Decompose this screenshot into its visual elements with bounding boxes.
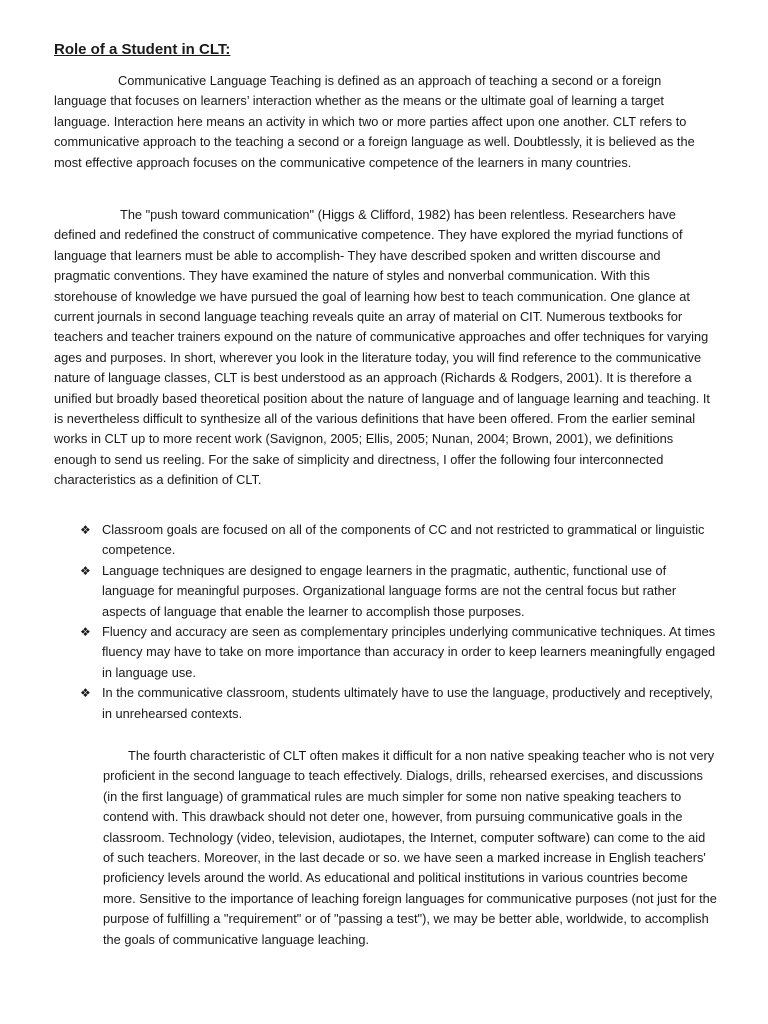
diamond-bullet-icon: ❖ xyxy=(80,523,91,537)
paragraph-push-toward-communication: The "push toward communication" (Higgs & Clifford, 1982) has been relentless. Researchers have defined and redefined the construct of communicative competence. They have explored the myriad functions of language that learners must be able to accomplish- They have described spoken and written discourse and pragmatic conventions. They have examined the nature of styles and nonverbal communication. With this storehouse of knowledge we have pursued the goal of learning how best to teach communication. One glance at current journals in second language teaching reveals quite an array of material on CIT. Numerous textbooks for teachers and teacher trainers expound on the nature of communicative approaches and offer techniques for varying ages and purposes. In short, wherever you look in the literature today, you will find reference to the communicative nature of language classes, CLT is best understood as an approach (Richards & Rodgers, 2001). It is therefore a unified but broadly based theoretical position about the nature of language and of language learning and teaching. It is nevertheless difficult to synthesize all of the various definitions that have been offered. From the earlier seminal works in CLT up to more recent work (Savignon, 2005; Ellis, 2005; Nunan, 2004; Brown, 2001), we definitions enough to send us reeling. For the sake of simplicity and directness, I offer the following four interconnected characteristics as a definition of CLT. xyxy=(54,207,710,488)
paragraph-fourth-characteristic: The fourth characteristic of CLT often makes it difficult for a non native speaking teacher who is not very proficient in the second language to teach effectively. Dialogs, drills, rehearsed exercises, and discussions (in the first language) of grammatical rules are much simpler for some non native speaking teachers to contend with. This drawback should not deter one, however, from pursuing communicative goals in the classroom. Technology (video, television, audiotapes, the Internet, computer software) can come to the aid of such teachers. Moreover, in the last decade or so. we have seen a marked increase in English teachers' proficiency levels around the world. As educational and political institutions in various countries become more. Sensitive to the importance of leaching foreign languages for communicative purposes (not just for the purpose of fulfilling a "requirement" or of "passing a test"), we may be better able, worldwide, to accomplish the goals of communicative language leaching. xyxy=(103,748,717,947)
list-item xyxy=(80,622,720,683)
list-item-text: Language techniques are designed to engage learners in the pragmatic, authentic, functional use of language for meaningful purposes. Organizational language forms are not the central focus but rather aspects of language that enable the learner to accomplish those purposes. xyxy=(102,562,677,619)
list-item-text: Classroom goals are focused on all of the components of CC and not restricted to grammatical or linguistic competence. xyxy=(102,522,705,558)
diamond-bullet-icon: ❖ xyxy=(80,563,91,578)
diamond-bullet-icon: ❖ xyxy=(80,686,91,701)
paragraph-intro: Communicative Language Teaching is defined as an approach of teaching a second or a foreign language that focuses on learners’ interaction whether as the means or the ultimate goal of learning a target language. Interaction here means an activity in which two or more parties affect upon one another. CLT refers to communicative approach to the teaching a second or a foreign language as well. Doubtlessly, it is believed as the most effective approach focuses on the communicative competence of the learners in many countries. xyxy=(54,73,695,170)
list-item xyxy=(80,561,720,622)
list-item xyxy=(80,683,720,724)
list-item-text: In the communicative classroom, students ultimately have to use the language, productively and receptively, in unrehearsed contexts. xyxy=(102,685,713,721)
diamond-bullet-icon: ❖ xyxy=(80,625,91,640)
list-item-text: Fluency and accuracy are seen as complementary principles underlying communicative techniques. At times fluency may have to take on more importance than accuracy in order to keep learners meaningfully engaged in language use. xyxy=(102,624,716,680)
clt-characteristics-list xyxy=(80,520,720,724)
list-item xyxy=(80,520,720,561)
document-title: Role of a Student in CLT: xyxy=(54,41,231,58)
